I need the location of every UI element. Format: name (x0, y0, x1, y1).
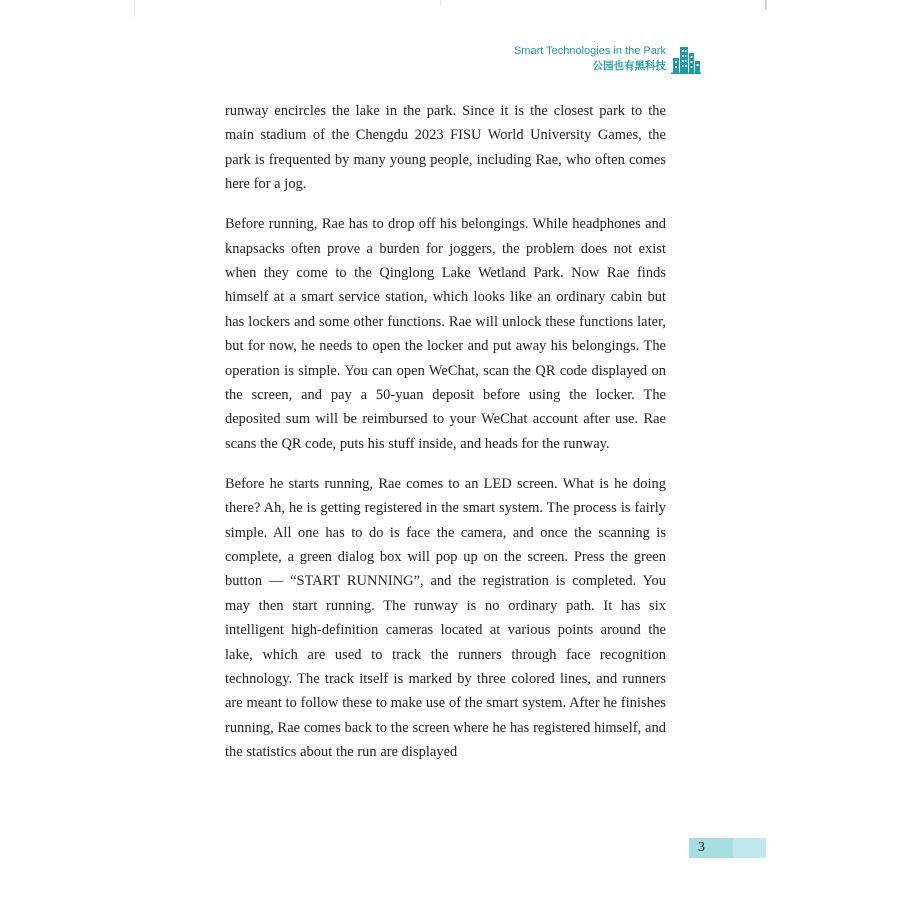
page-number-block (689, 838, 733, 858)
paragraph: runway encircles the lake in the park. Since it is the closest park to the main stadium of the Chengdu 2023 FISU World University Games, the park is frequented by many young people, including Rae, who often comes here for a jog. (225, 103, 666, 193)
page-edge-mark (440, 0, 441, 6)
paragraph: Before running, Rae has to drop off his belongings. While headphones and knapsacks often prove a burden for joggers, the problem does not exist when they come to the Qinglong Lake Wetland Park. Now Rae finds himself at a smart service station, which looks like an ordinary cabin but has lockers and some other functions. Rae will unlock these functions later, but for now, he needs to open the locker and put away his belongings. The operation is simple. You can open WeChat, scan the QR code displayed on the screen, and pay a 50-yuan deposit before using the locker. The deposited sum will be reimbursed to your WeChat account after use. Rae scans the QR code, puts his stuff inside, and heads for the runway. (225, 216, 666, 452)
page-edge-mark (134, 0, 135, 18)
running-head (460, 44, 666, 74)
running-head-chinese: 公园也有黑科技 (592, 60, 666, 72)
paragraph: Before he starts running, Rae comes to an LED screen. What is he doing there? Ah, he is getting registered in the smart system. The process is fairly simple. All one has to do is face the camera, and once the scanning is complete, a green dialog box will pop up on the screen. Press the green button — “START RUNNING”, and the registration is completed. You may then start running. The runway is no ordinary path. It has six intelligent high-definition cameras located at various points around the lake, which are used to track the runners through face recognition technology. The track itself is marked by three colored lines, and runners are meant to follow these to make use of the smart system. After he finishes running, Rae comes back to the screen where he has registered himself, and the statistics about the run are displayed (225, 475, 666, 761)
page-number-tab (689, 838, 766, 858)
page-number: 3 (698, 840, 705, 855)
body-text (225, 99, 666, 780)
city-buildings-icon (671, 44, 701, 74)
running-head-english: Smart Technologies in the Park (513, 45, 666, 57)
page-edge-mark (765, 0, 767, 10)
